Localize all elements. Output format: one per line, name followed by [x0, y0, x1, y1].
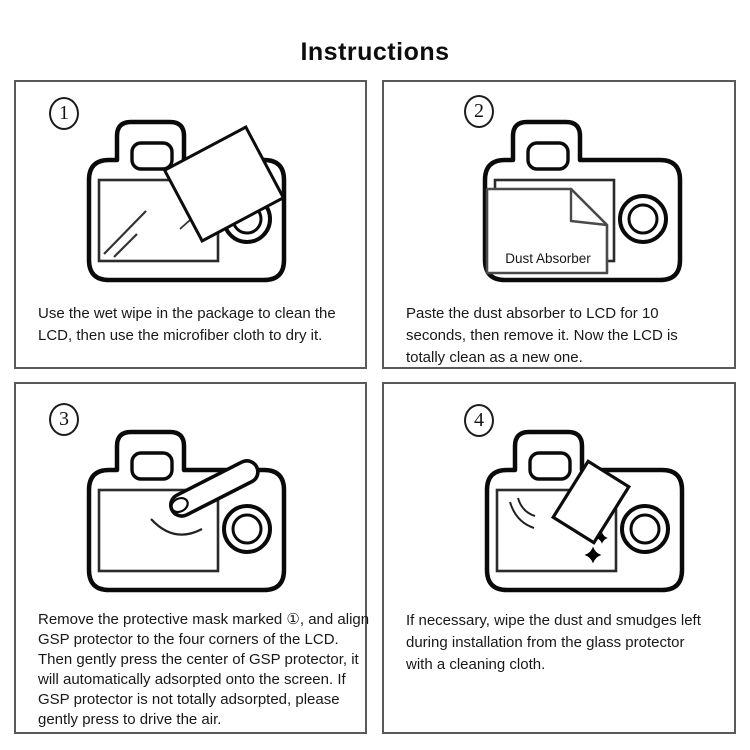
control-dial-inner — [233, 515, 261, 543]
control-dial-inner — [629, 205, 657, 233]
instruction-step-3-panel — [14, 382, 370, 734]
camera-dust-absorber-icon — [450, 112, 730, 292]
step-1-number-badge: 1 — [49, 97, 79, 130]
step-1-caption: Use the wet wipe in the package to clean the LCD, then use the microfiber cloth to dry it. — [38, 305, 336, 344]
step-3-caption: Remove the protective mask marked ①, and align GSP protector to the four corners of the LCD. Then gently press the center of GSP protector, it will automatically adsorpted onto the screen. If GSP protector is not totally adsorpted, please gently press to drive the air. — [38, 611, 370, 728]
instruction-step-4-panel — [382, 382, 736, 734]
finger-press-icon — [54, 422, 334, 602]
camera-wet-wipe-icon — [54, 112, 334, 292]
viewfinder-eyepiece — [132, 453, 172, 479]
step-4-caption: If necessary, wipe the dust and smudges left during installation from the glass protector with a cleaning cloth. — [406, 612, 701, 673]
step-4-number-badge: 4 — [464, 404, 494, 437]
camera-cleaning-cloth-icon — [452, 422, 732, 602]
instruction-step-1-panel — [14, 80, 367, 369]
instruction-step-2-panel — [382, 80, 736, 369]
step-2-caption: Paste the dust absorber to LCD for 10 seconds, then remove it. Now the LCD is totally clean as a new one. — [406, 305, 678, 366]
viewfinder-eyepiece — [530, 453, 570, 479]
page-title: Instructions — [300, 38, 450, 66]
step-3-number-badge: 3 — [49, 403, 79, 436]
control-dial-inner — [631, 515, 659, 543]
dust-absorber-label: Dust Absorber — [505, 251, 591, 266]
viewfinder-eyepiece — [528, 143, 568, 169]
viewfinder-eyepiece — [132, 143, 172, 169]
step-2-number-badge: 2 — [464, 95, 494, 128]
